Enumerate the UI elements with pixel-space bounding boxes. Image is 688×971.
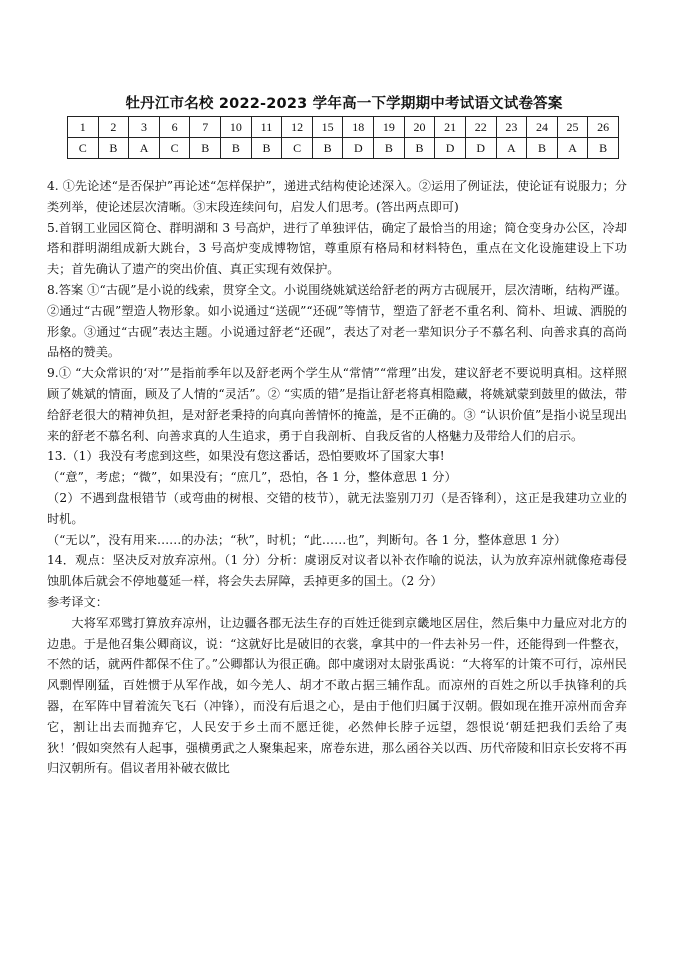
question-number-cell: 15 [312,117,343,138]
answer-cell: B [221,138,252,159]
answer-body [47,176,627,779]
answer-5: 5.首钢工业园区简仓、群明湖和 3 号高炉，进行了单独评估，确定了最恰当的用途；简仓变身办公区，冷却塔和群明湖组成新大跳台，3 号高炉变成博物馆，尊重原有格局和材料特色，重点在文化设施建设上下功夫；首先确认了遗产的突出价值、真正实现有效保护。 [47,220,627,277]
question-number-row [68,117,619,138]
question-number-cell: 18 [343,117,374,138]
answer-cell: D [343,138,374,159]
question-number-cell: 6 [159,117,190,138]
answer-cell: B [312,138,343,159]
answer-13-2-scoring: （“无以”，没有用来……的办法；“秋”，时机；“此……也”，判断句。各 1 分，整体意思 1 分） [47,532,567,547]
question-number-cell: 2 [98,117,129,138]
answer-cell: A [496,138,527,159]
translation-heading: 参考译文： [47,594,108,609]
answer-8: 8.答案 ①“古砚”是小说的线索，贯穿全文。小说围绕姚斌送给舒老的两方古砚展开，层次清晰，结构严谨。②通过“古砚”塑造人物形象。如小说通过“送砚”“还砚”等情节，塑造了舒老不重名利、简朴、坦诚、洒脱的形象。③通过“古砚”表达主题。小说通过舒老“还砚”，表达了对老一辈知识分子不慕名利、向善求真的高尚品格的赞美。 [47,282,627,360]
answer-cell: C [68,138,99,159]
answer-cell: D [465,138,496,159]
page-title: 牡丹江市名校 2022-2023 学年高一下学期期中考试语文试卷答案 [125,96,563,112]
answer-13-1: 13.（1）我没有考虑到这些，如果没有您这番话，恐怕要败坏了国家大事! [47,449,445,464]
answer-row [68,138,619,159]
answer-cell: B [98,138,129,159]
answer-cell: A [557,138,588,159]
answer-4: 4. ①先论述“是否保护”再论述“怎样保护”，递进式结构使论述深入。②运用了例证法，使论证有说服力；分类列举，使论述层次清晰。③末段连续问句，启发人们思考。(答出两点即可) [47,179,627,214]
translation-text: 大将军邓骘打算放弃凉州，让边疆各郡无法生存的百姓迁徙到京畿地区居住，然后集中力量应对北方的边患。于是他召集公卿商议，说：“这就好比是破旧的衣裳，拿其中的一件去补另一件，还能得到一件整衣，不然的话，就两件都保不住了。”公卿都认为很正确。郎中虞诩对太尉张禹说：“大将军的计策不可行，凉州民风剽悍刚猛，百姓惯于从军作战，如今羌人、胡才不敢占据三辅作乱。而凉州的百姓之所以手执锋利的兵器，在军阵中冒着流矢飞石（冲锋），而没有后退之心，是由于他们归属于汉朝。假如现在推开凉州而舍弃它，割让出去而抛弃它，人民安于乡土而不愿迁徙，必然伸长脖子远望，怨恨说‘朝廷把我们丢给了夷狄！’假如突然有人起事，强横勇武之人聚集起来，席卷东进，那么函谷关以西、历代帝陵和旧京长安将不再归汉朝所有。倡议者用补破衣做比 [47,615,627,776]
question-number-cell: 24 [527,117,558,138]
question-number-cell: 7 [190,117,221,138]
answer-cell: B [374,138,405,159]
answer-cell: B [190,138,221,159]
question-number-cell: 11 [251,117,282,138]
answer-cell: C [159,138,190,159]
question-number-cell: 20 [404,117,435,138]
question-number-cell: 21 [435,117,466,138]
answer-cell: B [404,138,435,159]
answer-cell: C [282,138,313,159]
answer-9: 9.① “大众常识的‘对’”是指前季年以及舒老两个学生从“常情”“常理”出发，建议舒老不要说明真相。这样照顾了姚斌的情面，顾及了人情的“灵活”。② “实质的错”是指让舒老将真相隐藏，将姚斌蒙到鼓里的做法，带给舒老很大的精神负担，是对舒老秉持的向真向善情怀的掩盖，是不正确的。③ “认识价值”是指小说呈现出来的舒老不慕名利、向善求真的人生追求，勇于自我剖析、自我反省的人格魅力及带给人们的启示。 [47,366,627,443]
answer-cell: B [527,138,558,159]
answer-14: 14．观点：坚决反对放弃凉州。（1 分）分析：虞诩反对议者以补衣作喻的说法，认为放弃凉州就像疮毒侵蚀肌体后就会不停地蔓延一样，将会失去屏障，丢掉更多的国土。（2 分） [47,553,627,589]
answer-cell: A [129,138,160,159]
question-number-cell: 1 [68,117,99,138]
question-number-cell: 23 [496,117,527,138]
answer-table [67,116,619,159]
question-number-cell: 26 [588,117,619,138]
answer-13-2: （2）不遇到盘根错节（或弯曲的树根、交错的枝节），就无法鉴别刀刃（是否锋利），这正是我建功立业的时机。 [47,490,627,526]
answer-cell: D [435,138,466,159]
answer-cell: B [251,138,282,159]
question-number-cell: 22 [465,117,496,138]
question-number-cell: 3 [129,117,160,138]
question-number-cell: 19 [374,117,405,138]
question-number-cell: 10 [221,117,252,138]
answer-13-1-scoring: （“意”，考虑；“微”，如果没有；“庶几”，恐怕，各 1 分，整体意思 1 分） [47,470,457,485]
answer-cell: B [588,138,619,159]
question-number-cell: 12 [282,117,313,138]
question-number-cell: 25 [557,117,588,138]
